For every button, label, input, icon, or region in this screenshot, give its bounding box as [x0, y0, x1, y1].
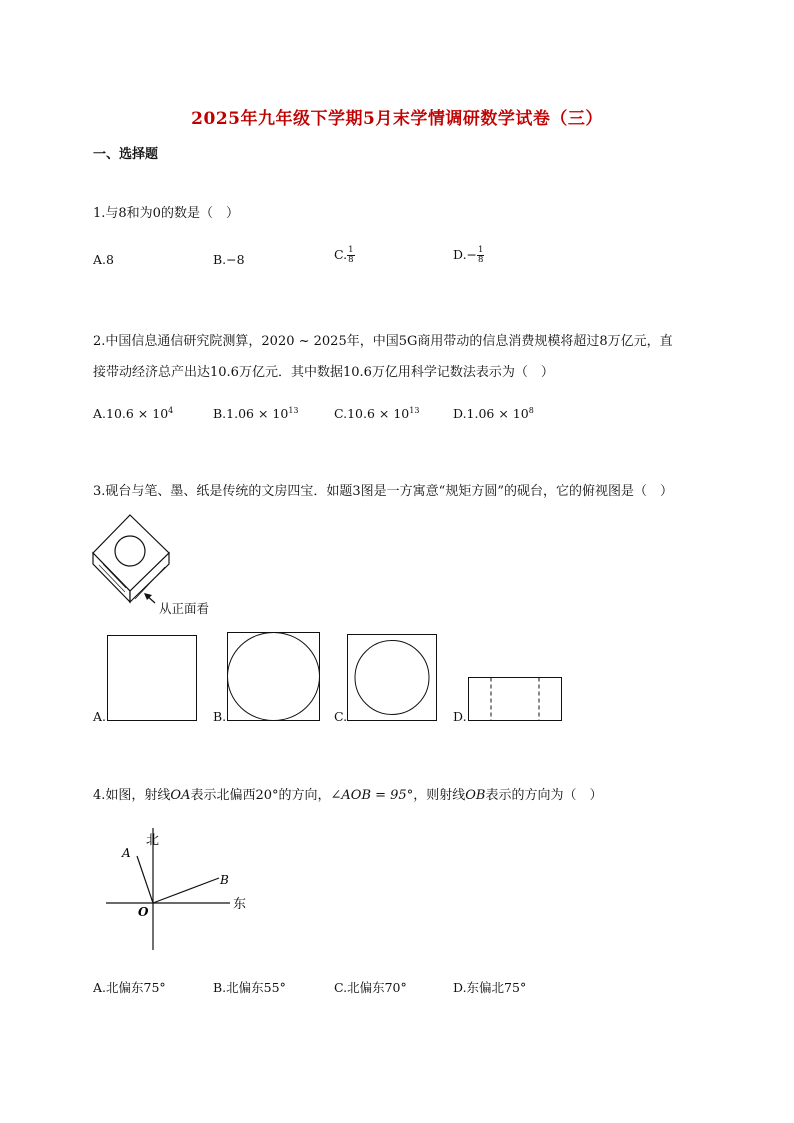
question-2-stem-line-1: 2.中国信息通信研究院测算，2020 ~ 2025年，中国5G商用带动的信息消费规模将超过8万亿元，直	[93, 334, 673, 349]
direction-figure	[100, 826, 260, 954]
q4-option-b[interactable]: B.北偏东55°	[213, 980, 286, 995]
fraction-denominator: 8	[348, 255, 354, 265]
q1-option-a[interactable]: A.8	[93, 252, 114, 267]
q2-option-c-exponent: 13	[409, 406, 420, 415]
q1-option-d[interactable]	[453, 246, 484, 265]
q2-option-d-exponent: 8	[528, 406, 534, 415]
inkstone-circle-well	[115, 536, 145, 566]
q3-option-c-label[interactable]: C.	[334, 709, 348, 724]
east-label: 东	[233, 897, 247, 912]
q1-option-c[interactable]	[334, 246, 355, 265]
origin-o-label: O	[138, 905, 149, 919]
q4-option-c[interactable]: C.北偏东70°	[334, 980, 407, 995]
q2-option-b[interactable]	[213, 406, 299, 421]
q4-option-a[interactable]: A.北偏东75°	[93, 980, 166, 995]
question-4-stem	[93, 786, 602, 806]
q2-option-b-base: B.1.06 × 10	[213, 406, 289, 421]
q1-option-c-fraction	[347, 246, 354, 265]
q4-stem-mid-2: ，则射线	[413, 788, 466, 803]
q4-stem-prefix: 4.如图，射线	[93, 788, 171, 803]
figure-caption-front-view: 从正面看	[159, 601, 210, 616]
q2-option-c-base: C.10.6 × 10	[334, 406, 410, 421]
exam-title: 2025年九年级下学期5月末学情调研数学试卷（三）	[191, 109, 603, 129]
q1-option-c-prefix: C.	[334, 247, 348, 262]
q2-option-d-base: D.1.06 × 10	[453, 406, 529, 421]
ray-oa	[137, 856, 153, 903]
ray-ob	[153, 878, 219, 903]
q3-option-d-figure[interactable]	[467, 676, 563, 722]
q2-option-c[interactable]	[334, 406, 419, 421]
q4-stem-mid-1: 表示北偏西20°的方向，	[190, 788, 331, 803]
q2-option-a-exponent: 4	[168, 406, 174, 415]
fraction-denominator: 8	[478, 255, 484, 265]
q1-option-d-fraction	[477, 246, 484, 265]
point-a-label: A	[122, 846, 131, 860]
q4-ray-oa: OA	[170, 788, 191, 803]
q2-option-a[interactable]	[93, 406, 173, 421]
fraction-numerator: 1	[478, 245, 484, 255]
q4-angle-expression: ∠AOB = 95°	[330, 788, 414, 803]
q4-option-d[interactable]: D.东偏北75°	[453, 980, 527, 995]
q2-option-b-exponent: 13	[288, 406, 299, 415]
question-3-stem: 3.砚台与笔、墨、纸是传统的文房四宝．如题3图是一方寓意“规矩方圆”的砚台，它的俯视图是（ ）	[93, 484, 673, 499]
north-label: 北	[146, 833, 160, 848]
q3-option-d-label[interactable]: D.	[453, 709, 467, 724]
question-2-stem-line-2: 接带动经济总产出达10.6万亿元．其中数据10.6万亿用科学记数法表示为（ ）	[93, 365, 554, 380]
q2-option-d[interactable]	[453, 406, 534, 421]
q3-option-b-label[interactable]: B.	[213, 709, 227, 724]
fraction-numerator: 1	[348, 245, 354, 255]
point-b-label: B	[220, 873, 229, 887]
q1-option-d-prefix: D.−	[453, 247, 478, 262]
q4-stem-suffix: 表示的方向为（ ）	[485, 788, 603, 803]
q3-option-b-figure[interactable]	[226, 631, 321, 722]
q2-option-a-base: A.10.6 × 10	[93, 406, 169, 421]
q3-option-c-figure[interactable]	[346, 633, 438, 722]
q3-option-a-figure[interactable]	[106, 634, 198, 722]
question-1-stem: 1.与8和为0的数是（ ）	[93, 206, 239, 221]
q3-option-a-label[interactable]: A.	[93, 709, 107, 724]
section-heading: 一、选择题	[93, 147, 159, 162]
q1-option-b[interactable]: B.−8	[213, 252, 245, 267]
q4-ray-ob: OB	[465, 788, 486, 803]
